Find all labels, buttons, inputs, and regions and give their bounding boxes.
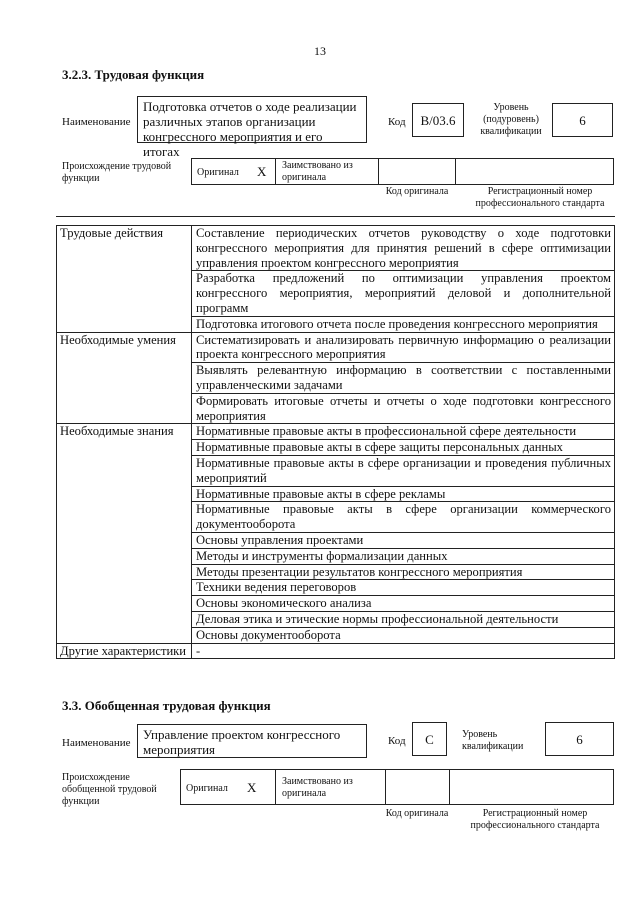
code-original-caption: Код оригинала bbox=[385, 186, 449, 197]
origin-row-2 bbox=[180, 769, 614, 805]
code-original-caption-2: Код оригинала bbox=[385, 808, 449, 819]
row-label: Необходимые умения bbox=[57, 332, 192, 424]
table-row bbox=[57, 332, 615, 363]
row-item: Техники ведения переговоров bbox=[192, 580, 615, 596]
row-label: Трудовые действия bbox=[57, 226, 192, 333]
page-number: 13 bbox=[314, 44, 326, 58]
name-label: Наименование bbox=[62, 116, 131, 128]
row-item: Деловая этика и этические нормы профессиональной деятельности bbox=[192, 611, 615, 627]
level-label-2: Уровень квалификации bbox=[462, 729, 524, 752]
row-item: Выявлять релевантную информацию в соответствии с поставленными управленческими задачами bbox=[192, 363, 615, 394]
row-item: Формировать итоговые отчеты и отчеты о ходе подготовки конгрессного мероприятия bbox=[192, 393, 615, 424]
section2-heading: 3.3. Обобщенная трудовая функция bbox=[62, 698, 271, 713]
level-box bbox=[552, 103, 613, 137]
code-label: Код bbox=[388, 116, 406, 128]
original-label: Оригинал bbox=[197, 167, 239, 178]
function-name-2: Управление проектом конгрессного мероприятия bbox=[143, 727, 341, 757]
row-item: Нормативные правовые акты в сфере защиты персональных данных bbox=[192, 440, 615, 456]
origin-row bbox=[191, 158, 614, 185]
borrowed-label: Заимствовано из оригинала bbox=[282, 160, 353, 183]
row-item: Основы экономического анализа bbox=[192, 596, 615, 612]
row-item: Нормативные правовые акты в сфере организации коммерческого документооборота bbox=[192, 502, 615, 533]
original-label-2: Оригинал bbox=[186, 783, 228, 794]
reg-number-caption: Регистрационный номер профессионального стандарта bbox=[475, 186, 605, 209]
name-label-2: Наименование bbox=[62, 737, 131, 749]
row-item: Методы и инструменты формализации данных bbox=[192, 548, 615, 564]
row-item: Подготовка итогового отчета после проведения конгрессного мероприятия bbox=[192, 316, 615, 332]
table-row bbox=[57, 424, 615, 440]
origin-label: Происхождение трудовой функции bbox=[62, 161, 172, 184]
code-value-2: C bbox=[425, 732, 434, 747]
code-box-2 bbox=[412, 722, 447, 756]
original-mark-2: X bbox=[247, 780, 257, 795]
row-item: Основы управления проектами bbox=[192, 532, 615, 548]
row-item: Нормативные правовые акты в профессиональной сфере деятельности bbox=[192, 424, 615, 440]
row-item: Основы документооборота bbox=[192, 627, 615, 643]
level-box-2 bbox=[545, 722, 614, 756]
row-item: Составление периодических отчетов руководству о ходе подготовки конгрессного мероприятия для принятия решений в сфере оптимизации управления проектом конгрессного мероприятия bbox=[192, 226, 615, 271]
row-item: Нормативные правовые акты в сфере рекламы bbox=[192, 486, 615, 502]
code-label-2: Код bbox=[388, 735, 406, 747]
row-item: Нормативные правовые акты в сфере организации и проведения публичных мероприятий bbox=[192, 455, 615, 486]
row-item: Разработка предложений по оптимизации управления проектом конгрессного мероприятия, мероприятий деловой и дополнительной программ bbox=[192, 271, 615, 316]
row-item: - bbox=[192, 643, 615, 659]
row-item: Систематизировать и анализировать первичную информацию о реализации проекта конгрессного мероприятия bbox=[192, 332, 615, 363]
row-label: Необходимые знания bbox=[57, 424, 192, 643]
level-value-2: 6 bbox=[576, 732, 583, 747]
row-label: Другие характеристики bbox=[57, 643, 192, 659]
function-name-box bbox=[137, 96, 367, 159]
section-heading: 3.2.3. Трудовая функция bbox=[62, 67, 205, 82]
code-value: B/03.6 bbox=[420, 113, 456, 128]
function-name-box-2 bbox=[137, 724, 367, 758]
origin-label-2: Происхождение обобщенной трудовой функции bbox=[62, 772, 157, 807]
borrowed-label-2: Заимствовано из оригинала bbox=[282, 776, 353, 799]
level-value: 6 bbox=[579, 113, 586, 128]
reg-number-caption-2: Регистрационный номер профессионального стандарта bbox=[470, 808, 600, 831]
row-item: Методы презентации результатов конгрессного мероприятия bbox=[192, 564, 615, 580]
original-mark: X bbox=[257, 164, 267, 179]
code-box bbox=[412, 103, 464, 137]
level-label: Уровень (подуровень) квалификации bbox=[480, 102, 542, 137]
table-row bbox=[57, 226, 615, 271]
function-name: Подготовка отчетов о ходе реализации различных этапов организации конгрессного мероприятия и его итогах bbox=[143, 99, 357, 159]
function-table bbox=[56, 225, 615, 659]
table-row bbox=[57, 643, 615, 659]
